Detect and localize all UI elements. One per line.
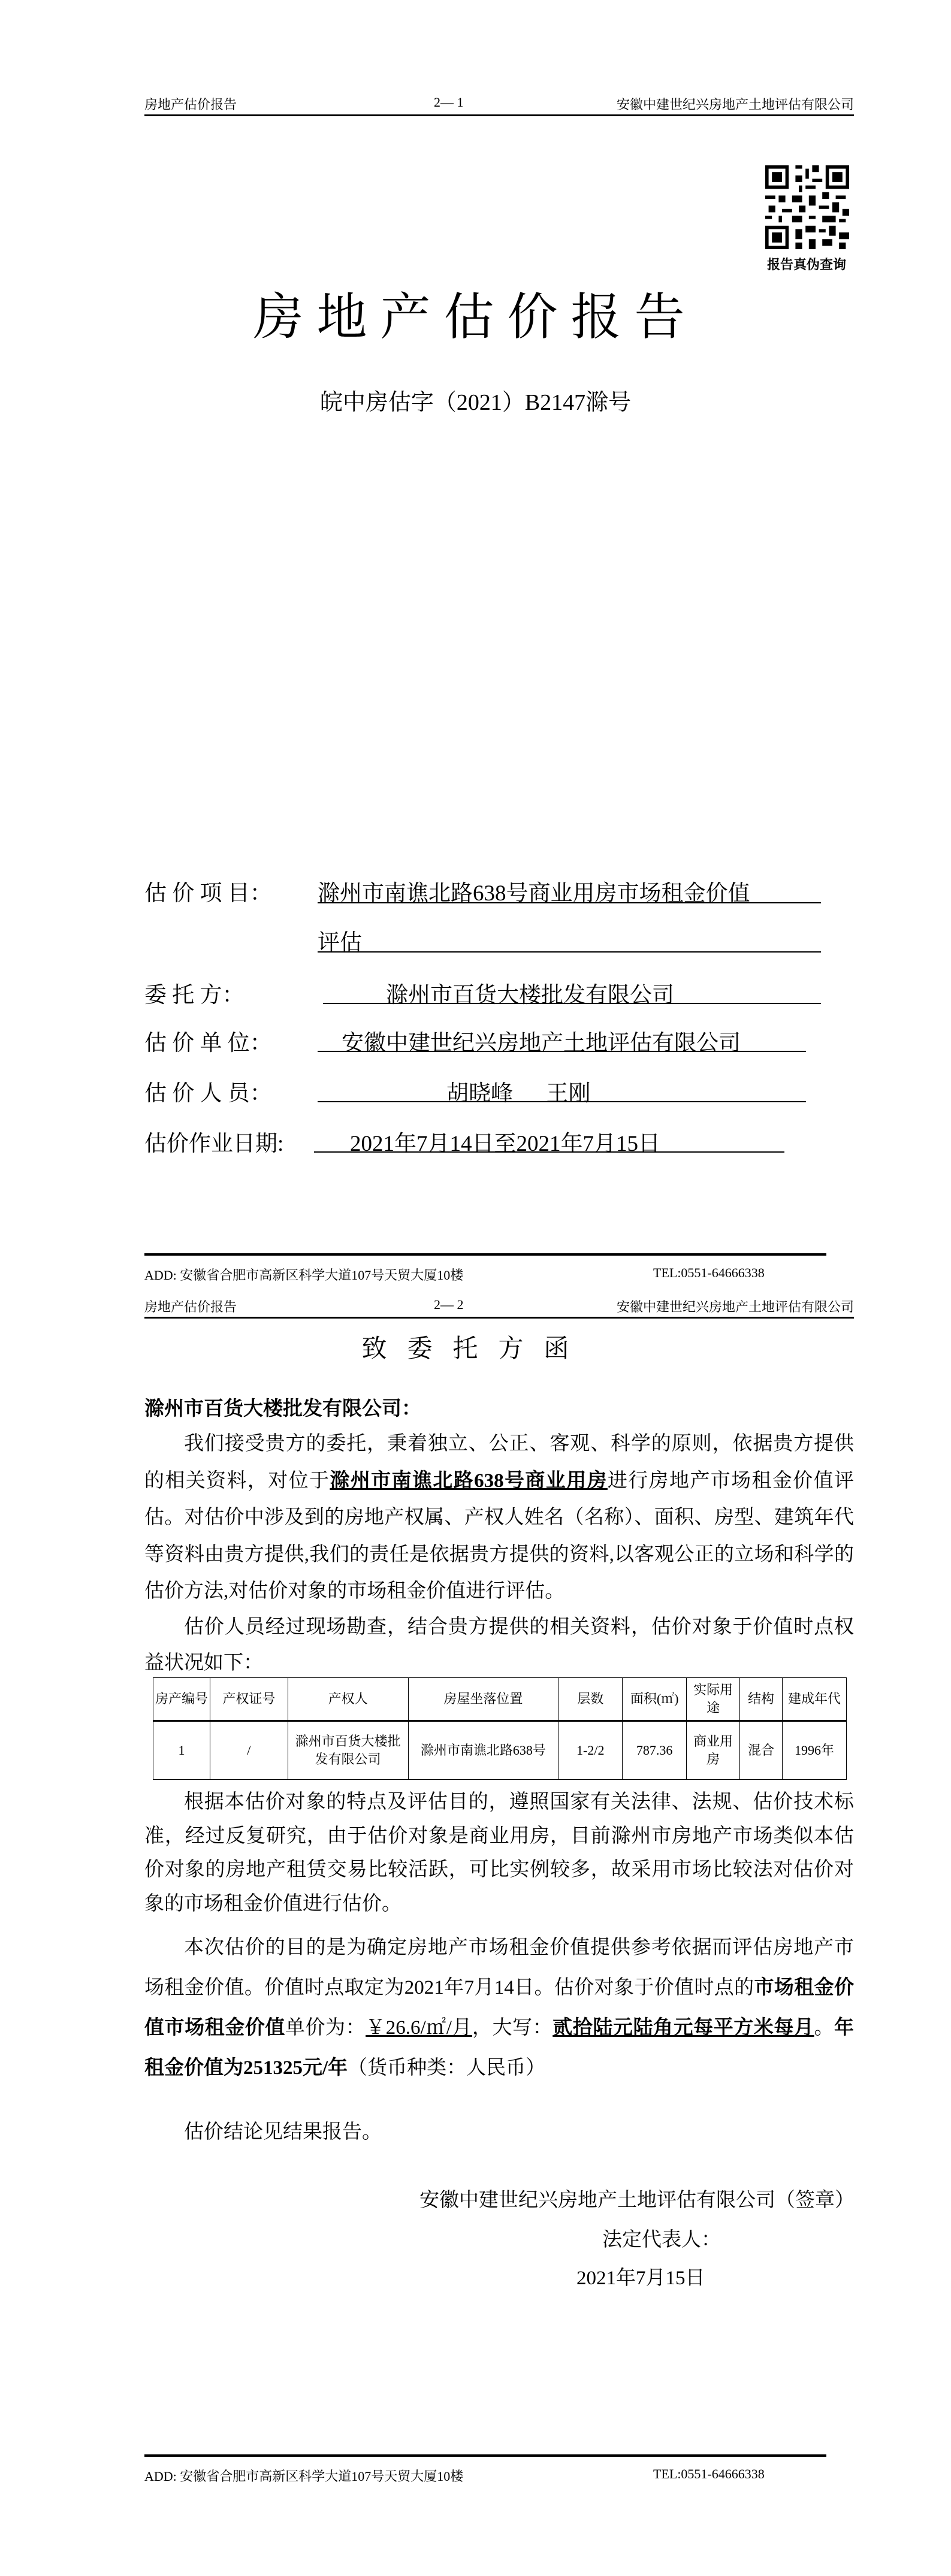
project-value: 滁州市南谯北路638号商业用房市场租金价值 bbox=[318, 875, 821, 903]
p4-text: 单价为： bbox=[285, 2017, 366, 2039]
annual-rent-value: 年租金价值为251325元/年 bbox=[144, 2017, 855, 2079]
footer-divider bbox=[144, 1253, 826, 1256]
cover-title: 房地产估价报告 bbox=[253, 290, 698, 346]
market-rent-label: 市场租金价值市场租金价值 bbox=[144, 1977, 855, 2039]
client-value: 滁州市百货大楼批发有限公司 bbox=[323, 976, 821, 1004]
footer-tel: TEL:0551-64666338 bbox=[653, 2466, 765, 2481]
cell: 滁州市百货大楼批发有限公司 bbox=[288, 1721, 408, 1780]
col-header: 面积(㎡) bbox=[623, 1678, 687, 1721]
p4-text: ，大写： bbox=[472, 2017, 553, 2039]
header-company: 安徽中建世纪兴房地产土地评估有限公司 bbox=[616, 1299, 854, 1314]
header-divider bbox=[144, 1317, 854, 1319]
dates-label: 估价作业日期: bbox=[144, 1132, 284, 1156]
sign-company: 安徽中建世纪兴房地产土地评估有限公司（签章） bbox=[419, 2190, 855, 2211]
dates-value: 2021年7月14日至2021年7月15日 bbox=[314, 1125, 784, 1153]
appraisers-value: 胡晓峰 王刚 bbox=[318, 1075, 806, 1102]
col-header: 产权人 bbox=[288, 1678, 408, 1721]
sign-date: 2021年7月15日 bbox=[576, 2267, 705, 2289]
property-table bbox=[153, 1677, 847, 1780]
page-header-2 bbox=[144, 1297, 854, 1315]
qr-label: 报告真伪查询 bbox=[766, 257, 846, 272]
header-doc-title: 房地产估价报告 bbox=[144, 1299, 237, 1314]
cell: 1-2/2 bbox=[558, 1721, 623, 1780]
table-row bbox=[153, 1721, 847, 1780]
footer-address: ADD: 安徽省合肥市高新区科学大道107号天贸大厦10楼 bbox=[144, 1268, 464, 1283]
sign-representative: 法定代表人： bbox=[602, 2229, 721, 2251]
property-address: 滁州市南谯北路638号商业用房 bbox=[330, 1470, 608, 1492]
letter-paragraph-2: 估价人员经过现场勘查，结合贵方提供的相关资料，估价对象于价值时点权益状况如下： bbox=[144, 1616, 854, 1674]
letter-conclusion: 估价结论见结果报告。 bbox=[184, 2121, 382, 2143]
p4-text: 本次估价的目的是为确定房地产市场租金价值提供参考依据而评估房地产市场租金价值。价值时点取定为2021年7月14日。估价对象于价值时点的 bbox=[144, 1937, 854, 1998]
project-label: 估 价 项 目： bbox=[144, 881, 272, 906]
col-header: 房产编号 bbox=[153, 1678, 210, 1721]
cell: 商业用房 bbox=[687, 1721, 740, 1780]
col-header: 层数 bbox=[558, 1678, 623, 1721]
currency-note: （货币种类：人民币） bbox=[348, 2057, 546, 2079]
qr-code-icon bbox=[765, 165, 849, 249]
appraisers-label: 估 价 人 员： bbox=[144, 1081, 272, 1106]
header-company: 安徽中建世纪兴房地产土地评估有限公司 bbox=[616, 97, 854, 112]
cell: 1 bbox=[153, 1721, 210, 1780]
letter-paragraph-1 bbox=[144, 1426, 854, 1610]
appraiser-org-value: 安徽中建世纪兴房地产土地评估有限公司 bbox=[318, 1024, 806, 1052]
letter-paragraph-3: 根据本估价对象的特点及评估目的，遵照国家有关法律、法规、估价技术标准，经过反复研究，由于估价对象是商业用房，目前滁州市房地产市场类似本估价对象的房地产租赁交易比较活跃，可比实例较多，故采用市场比较法对估价对象的市场租金价值进行估价。 bbox=[144, 1791, 854, 1915]
project-value-cont: 评估 bbox=[318, 924, 821, 953]
col-header: 建成年代 bbox=[783, 1678, 847, 1721]
cell: 1996年 bbox=[783, 1721, 847, 1780]
p1-text-cont: 进行房地产市场租金价值评估。对估价中涉及到的房地产权属、产权人姓名（名称）、面积、房型、建筑年代等资料由贵方提供,我们的责任是依据贵方提供的资料,以客观公正的立场和科学的估价方法,对估价对象的市场租金价值进行评估。 bbox=[144, 1470, 855, 1602]
report-number: 皖中房估字（2021）B2147滁号 bbox=[319, 390, 632, 415]
cell: / bbox=[210, 1721, 288, 1780]
header-divider bbox=[144, 114, 854, 116]
footer-tel: TEL:0551-64666338 bbox=[653, 1265, 765, 1280]
letter-salutation: 滁州市百货大楼批发有限公司： bbox=[144, 1398, 421, 1420]
cell: 787.36 bbox=[623, 1721, 687, 1780]
page-header bbox=[144, 95, 854, 113]
col-header: 房屋坐落位置 bbox=[408, 1678, 558, 1721]
letter-paragraph-4 bbox=[144, 1928, 854, 2088]
col-header: 产权证号 bbox=[210, 1678, 288, 1721]
p1-text: 我们接受贵方的委托，秉着独立、公正、客观、科学的原则，依据贵方提供的相关资料，对位于 bbox=[144, 1433, 854, 1492]
header-page-number: 2— 1 bbox=[434, 95, 464, 110]
table-header-row bbox=[153, 1678, 847, 1721]
unit-rent-words: 贰拾陆元陆角元每平方米每月 bbox=[553, 2017, 814, 2039]
col-header: 实际用途 bbox=[687, 1678, 740, 1721]
header-page-number: 2— 2 bbox=[434, 1297, 464, 1312]
header-doc-title: 房地产估价报告 bbox=[144, 97, 237, 112]
cell: 滁州市南谯北路638号 bbox=[408, 1721, 558, 1780]
client-label: 委 托 方： bbox=[144, 983, 244, 1008]
unit-rent-value: ￥26.6/㎡/月 bbox=[366, 2017, 473, 2039]
footer-divider bbox=[144, 2454, 826, 2457]
col-header: 结构 bbox=[740, 1678, 783, 1721]
cell: 混合 bbox=[740, 1721, 783, 1780]
appraiser-org-label: 估 价 单 位： bbox=[144, 1031, 272, 1056]
p4-text: 。 bbox=[814, 2017, 835, 2039]
footer-address: ADD: 安徽省合肥市高新区科学大道107号天贸大厦10楼 bbox=[144, 2469, 464, 2484]
letter-title: 致委托方函 bbox=[361, 1335, 590, 1363]
